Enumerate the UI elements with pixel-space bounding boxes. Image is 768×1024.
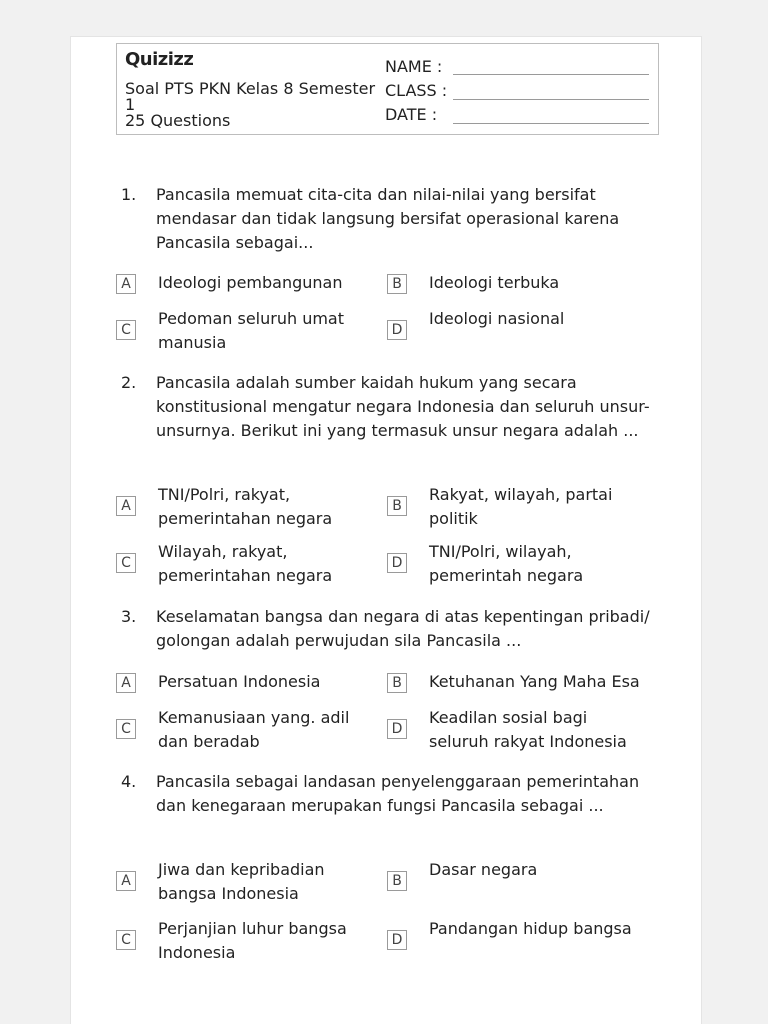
class-label: CLASS : <box>385 81 448 100</box>
option-text: Ideologi pembangunan <box>158 273 343 292</box>
option-letter-box: B <box>387 496 407 516</box>
option-text: Ideologi terbuka <box>429 273 560 292</box>
option-letter-box: A <box>116 673 136 693</box>
question-count: 25 Questions <box>125 111 231 130</box>
quiz-title: Soal PTS PKN Kelas 8 Semester 1 <box>125 81 376 114</box>
name-label: NAME : <box>385 57 443 76</box>
option-text: Rakyat, wilayah, partai politik <box>429 485 613 528</box>
question-number: 3. <box>121 607 137 626</box>
option-text: Kemanusiaan yang. adil dan beradab <box>158 708 350 751</box>
option-text: TNI/Polri, rakyat, pemerintahan negara <box>158 485 333 528</box>
option-letter-box: D <box>387 930 407 950</box>
class-blank-line <box>453 99 649 100</box>
option-text: Jiwa dan kepribadian bangsa Indonesia <box>158 860 325 903</box>
class-field <box>385 82 447 100</box>
worksheet-page <box>70 36 702 1024</box>
option-letter-box: A <box>116 871 136 891</box>
option-text: Wilayah, rakyat, pemerintahan negara <box>158 542 333 585</box>
option-letter-box: A <box>116 274 136 294</box>
option-letter-box: C <box>116 320 136 340</box>
date-label: DATE : <box>385 105 438 124</box>
quizizz-logo: Quizizz <box>125 49 194 70</box>
date-blank-line <box>453 123 649 124</box>
option-letter-box: C <box>116 930 136 950</box>
name-blank-line <box>453 74 649 75</box>
option-letter-box: B <box>387 673 407 693</box>
option-text: Perjanjian luhur bangsa Indonesia <box>158 919 347 962</box>
option-letter-box: B <box>387 274 407 294</box>
option-letter-box: D <box>387 320 407 340</box>
question-number: 4. <box>121 772 137 791</box>
option-text: Dasar negara <box>429 860 538 879</box>
date-field <box>385 106 437 124</box>
option-letter-box: D <box>387 553 407 573</box>
worksheet-header <box>116 43 659 135</box>
option-text: Pedoman seluruh umat manusia <box>158 309 344 352</box>
option-text: Persatuan Indonesia <box>158 672 321 691</box>
option-text: Ideologi nasional <box>429 309 565 328</box>
option-letter-box: C <box>116 553 136 573</box>
question-text: Pancasila adalah sumber kaidah hukum yang secara konstitusional mengatur negara Indonesia dan seluruh unsur-unsurnya. Berikut ini yang termasuk unsur negara adalah ... <box>156 373 650 440</box>
option-text: TNI/Polri, wilayah, pemerintah negara <box>429 542 584 585</box>
option-letter-box: A <box>116 496 136 516</box>
question-number: 1. <box>121 185 137 204</box>
question-text: Pancasila sebagai landasan penyelenggaraan pemerintahan dan kenegaraan merupakan fungsi Pancasila sebagai ... <box>156 772 640 815</box>
option-letter-box: D <box>387 719 407 739</box>
option-text: Ketuhanan Yang Maha Esa <box>429 672 640 691</box>
question-text: Keselamatan bangsa dan negara di atas kepentingan pribadi/ golongan adalah perwujudan sila Pancasila ... <box>156 607 650 650</box>
question-number: 2. <box>121 373 137 392</box>
option-text: Keadilan sosial bagi seluruh rakyat Indonesia <box>429 708 627 751</box>
option-letter-box: C <box>116 719 136 739</box>
name-field <box>385 58 442 76</box>
option-letter-box: B <box>387 871 407 891</box>
option-text: Pandangan hidup bangsa <box>429 919 632 938</box>
question-text: Pancasila memuat cita-cita dan nilai-nilai yang bersifat mendasar dan tidak langsung bersifat operasional karena Pancasila sebagai... <box>156 185 620 252</box>
